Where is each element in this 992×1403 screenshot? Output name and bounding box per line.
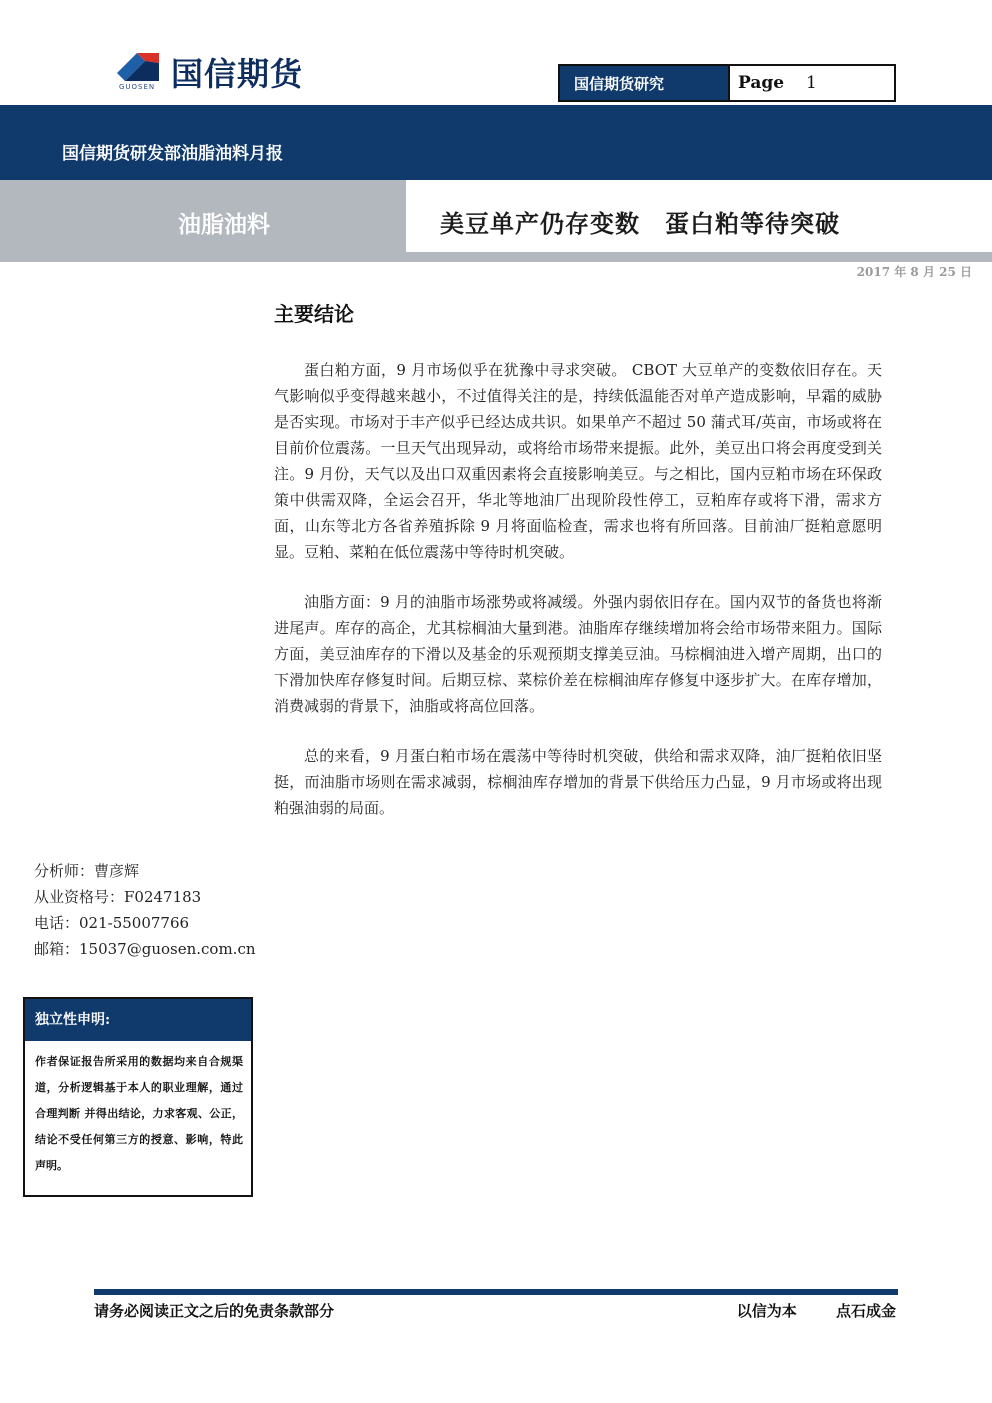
section-label-band — [0, 180, 406, 262]
footer-divider — [94, 1289, 898, 1295]
report-headline: 美豆单产仍存变数 蛋白粕等待突破 — [440, 209, 840, 238]
footer-disclaimer-note: 请务必阅读正文之后的免责条款部分 — [94, 1302, 335, 1320]
report-date: 2017 年 8 月 25 日 — [856, 265, 972, 279]
conclusion-heading: 主要结论 — [274, 302, 354, 326]
company-logo — [115, 45, 355, 95]
date-band — [0, 252, 992, 262]
independence-statement — [23, 997, 253, 1197]
analyst-license: 从业资格号：F0247183 — [34, 888, 202, 906]
statement-title: 独立性申明: — [25, 999, 251, 1041]
analyst-info — [34, 858, 256, 962]
paragraph-meal: 蛋白粕方面，9 月市场似乎在犹豫中寻求突破。 CBOT 大豆单产的变数依旧存在。天气影响似乎变得越来越小，不过值得关注的是，持续低温能否对单产造成影响，早霜的威胁是否实现。市场对于丰产似乎已经达成共识。如果单产不超过 50 蒲式耳/英亩，市场或将在目前价位震荡。一旦天气出现异动，或将给市场带来提振。此外，美豆出口将会再度受到关注。9 月份，天气以及出口双重因素将会直接影响美豆。与之相比，国内豆粕市场在环保政策中供需双降，全运会召开，华北等地油厂出现阶段性停工，豆粕库存或将下滑，需求方面，山东等北方各省养殖拆除 9 月将面临检查，需求也将有所回落。目前油厂挺粕意愿明显。豆粕、菜粕在低位震荡中等待时机突破。 — [274, 361, 882, 561]
analyst-phone: 电话：021-55007766 — [34, 914, 190, 932]
section-label: 油脂油料 — [178, 211, 270, 238]
report-banner — [0, 105, 992, 180]
report-title: 国信期货研发部油脂油料月报 — [62, 144, 283, 164]
logo-subtext: GUOSEN — [119, 83, 156, 91]
paragraph-summary: 总的来看，9 月蛋白粕市场在震荡中等待时机突破，供给和需求双降，油厂挺粕依旧坚挺，而油脂市场则在需求减弱，棕榈油库存增加的背景下供给压力凸显，9 月市场或将出现粕强油弱的局面。 — [274, 747, 882, 817]
slogan-part-2: 点石成金 — [835, 1302, 896, 1320]
page-number: 1 — [806, 73, 817, 93]
header-page-box — [558, 64, 896, 102]
main-content — [274, 296, 882, 845]
header-dept-label: 国信期货研究 — [560, 66, 728, 100]
slogan-part-1: 以信为本 — [736, 1302, 797, 1320]
footer-slogan — [737, 1300, 896, 1321]
logo-wordmark: 国信期货 — [171, 55, 304, 93]
headline-area — [406, 180, 992, 252]
analyst-name: 分析师：曹彦辉 — [34, 862, 140, 880]
paragraph-oil: 油脂方面：9 月的油脂市场涨势或将减缓。外强内弱依旧存在。国内双节的备货也将渐进尾声。库存的高企，尤其棕榈油大量到港。油脂库存继续增加将会给市场带来阻力。国际方面，美豆油库存的下滑以及基金的乐观预期支撑美豆油。马棕榈油进入增产周期，出口的下滑加快库存修复时间。后期豆棕、菜棕价差在棕榈油库存修复中逐步扩大。在库存增加，消费减弱的背景下，油脂或将高位回落。 — [274, 593, 882, 715]
statement-body: 作者保证报告所采用的数据均来自合规渠道，分析逻辑基于本人的职业理解，通过合理判断 并得出结论，力求客观、公正，结论不受任何第三方的授意、影响，特此声明。 — [35, 1055, 243, 1172]
page-label: Page — [738, 73, 785, 93]
analyst-email: 邮箱：15037@guosen.com.cn — [34, 940, 256, 958]
page-indicator — [728, 66, 894, 100]
